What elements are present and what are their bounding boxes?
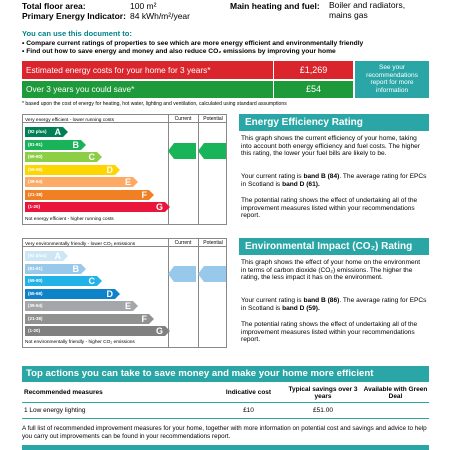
eer-band-letter: E (124, 177, 131, 187)
use-doc-bullet-2: • Find out how to save energy and money and also reduce CO₂ emissions by improving your home (22, 48, 336, 55)
eer-band-range: (21-38) (28, 191, 43, 197)
eir-band-tip (133, 301, 138, 311)
eir-band-tip (165, 326, 170, 336)
eir-header-potential: Potential (203, 240, 223, 246)
eer-header-current: Current (174, 116, 192, 122)
eer-paragraph-1: This graph shows the current efficiency of your home, taking into account both energy efficiency and fuel costs. The higher this rating, the lower your fuel bills are likely to be. (241, 135, 421, 158)
eir-band-letter: B (72, 263, 79, 274)
eir-band-range: (1-20) (28, 328, 41, 333)
eir-paragraph-2: Your current rating is band B (86). The average rating for EPCs in Scotland is band D (59). (241, 297, 427, 312)
eer-band-range: (1-20) (28, 204, 41, 209)
energy-efficiency-chart (22, 114, 227, 225)
eir-band-tip (115, 289, 120, 299)
eir-band-letter: G (155, 326, 163, 336)
eer-band-tip (165, 202, 170, 212)
eir-header-current: Current (174, 240, 192, 246)
eer-band-range: (81-91) (28, 141, 43, 147)
pei-label: Primary Energy Indicator: (22, 11, 126, 21)
environmental-impact-chart (22, 238, 227, 348)
eer-current-arrow: 84 (174, 143, 196, 159)
eir-band-letter: C (88, 276, 95, 286)
eir-band-tip (97, 276, 102, 286)
actions-table-header (22, 384, 429, 402)
eer-band-range: (39-54) (28, 179, 43, 184)
eir-band-letter: F (141, 313, 147, 324)
use-doc-heading: You can use this document to: (22, 29, 132, 38)
heating-value: Boiler and radiators, mains gas (329, 0, 406, 20)
eir-band-f (25, 314, 149, 324)
eir-current-arrow: 86 (174, 266, 196, 282)
eir-band-letter: A (54, 251, 61, 261)
eer-band-letter: C (88, 152, 95, 162)
eir-band-range: (21-38) (28, 315, 43, 321)
col-savings: Typical savings over 3 years (288, 385, 358, 400)
use-doc-bullet-1: • Compare current ratings of properties to see which are more energy efficient and environmentally friendly (22, 40, 364, 47)
estimated-cost-value: £1,269 (273, 61, 353, 79)
eir-paragraph-3: The potential rating shows the effect of undertaking all of the improvement measures listed within your recommendations report. (241, 321, 418, 344)
eir-potential-arrow: 87 (204, 266, 226, 282)
bottom-banner (22, 445, 429, 450)
eer-paragraph-3: The potential rating shows the effect of undertaking all of the improvement measures listed within your recommendations report. (241, 197, 418, 220)
eir-band-e (25, 301, 133, 311)
eer-bottom-text: Not energy efficient - higher running costs (25, 217, 114, 222)
save-label: Over 3 years you could save* (26, 84, 135, 94)
eer-band-tip (81, 140, 86, 150)
floor-area-value: 100 m² (130, 1, 157, 11)
eer-title: Energy Efficiency Rating (239, 114, 429, 131)
eer-header-potential: Potential (203, 116, 223, 122)
eer-band-a (25, 127, 63, 137)
eer-band-letter: B (72, 139, 79, 150)
pei-value: 84 kWh/m²/year (130, 11, 190, 21)
see-recommendations-box: See your recommendations report for more information (355, 61, 429, 98)
eir-band-range: (81-91) (28, 265, 43, 271)
eer-paragraph-2: Your current rating is band B (84). The average rating for EPCs in Scotland is band D (61). (241, 173, 427, 188)
eir-paragraph-1: This graph shows the effect of your home on the environment in terms of carbon dioxide (CO₂) emissions. The higher the rating, the less impact it has on the environment. (241, 259, 421, 282)
eer-band-d (25, 165, 115, 175)
eer-band-letter: D (106, 164, 113, 175)
eir-title: Environmental Impact (CO₂) Rating (239, 238, 429, 255)
heating-label: Main heating and fuel: (230, 1, 320, 11)
actions-table (22, 384, 429, 419)
actions-footer: A full list of recommended improvement measures for your home, together with more information on potential cost and savings and advice to help you carry out improvements can be found in your recommendations report. (22, 425, 427, 440)
row-cost: £10 (243, 406, 254, 414)
eer-potential-arrow: 85 (204, 143, 226, 159)
eir-band-tip (63, 251, 68, 261)
eer-band-tip (149, 190, 154, 200)
eir-band-g (25, 326, 165, 336)
eir-band-letter: D (106, 288, 113, 299)
save-value: £54 (273, 81, 353, 98)
eir-top-text: Very environmentally friendly - lower CO₂ emissions (25, 242, 136, 247)
eir-band-d (25, 289, 115, 299)
eir-band-tip (149, 314, 154, 324)
eer-band-b (25, 140, 81, 150)
actions-title: Top actions you can take to save money and make your home more efficient (22, 366, 429, 382)
eir-band-c (25, 276, 97, 286)
eir-band-range: (92 plus) (28, 253, 47, 258)
eer-band-letter: G (155, 202, 163, 212)
cost-footnote: * based upon the cost of energy for heating, hot water, lighting and ventilation, calculated using standard assumptions (22, 101, 287, 107)
col-green-deal: Available with Green Deal (363, 385, 428, 400)
eer-band-letter: A (54, 127, 61, 137)
estimated-cost-label: Estimated energy costs for your home for 3 years* (26, 65, 211, 75)
eir-band-tip (81, 264, 86, 274)
eer-band-range: (69-80) (28, 154, 43, 159)
eer-band-range: (92 plus) (28, 129, 47, 134)
row-measure: 1 Low energy lighting (24, 406, 86, 414)
eer-band-e (25, 177, 133, 187)
eer-top-text: Very energy efficient - lower running costs (25, 118, 114, 123)
row-green-deal (362, 402, 429, 418)
row-saving: £51.00 (313, 406, 333, 414)
eir-bottom-text: Not environmentally friendly - higher CO₂ emissions (25, 340, 135, 345)
eir-band-range: (39-54) (28, 303, 43, 308)
eer-band-tip (133, 177, 138, 187)
eer-band-c (25, 152, 97, 162)
col-measures: Recommended measures (24, 389, 103, 397)
eer-band-f (25, 190, 149, 200)
eer-band-range: (55-68) (28, 166, 43, 172)
eer-band-g (25, 202, 165, 212)
eer-band-tip (97, 152, 102, 162)
table-row (22, 402, 429, 418)
eir-band-range: (55-68) (28, 290, 43, 296)
eer-band-tip (63, 127, 68, 137)
eir-band-b (25, 264, 81, 274)
floor-area-label: Total floor area: (22, 1, 86, 11)
eir-band-a (25, 251, 63, 261)
eir-band-range: (69-80) (28, 278, 43, 283)
eer-band-tip (115, 165, 120, 175)
col-cost: Indicative cost (225, 389, 272, 397)
eir-band-letter: E (124, 301, 131, 311)
eer-band-letter: F (141, 189, 147, 200)
